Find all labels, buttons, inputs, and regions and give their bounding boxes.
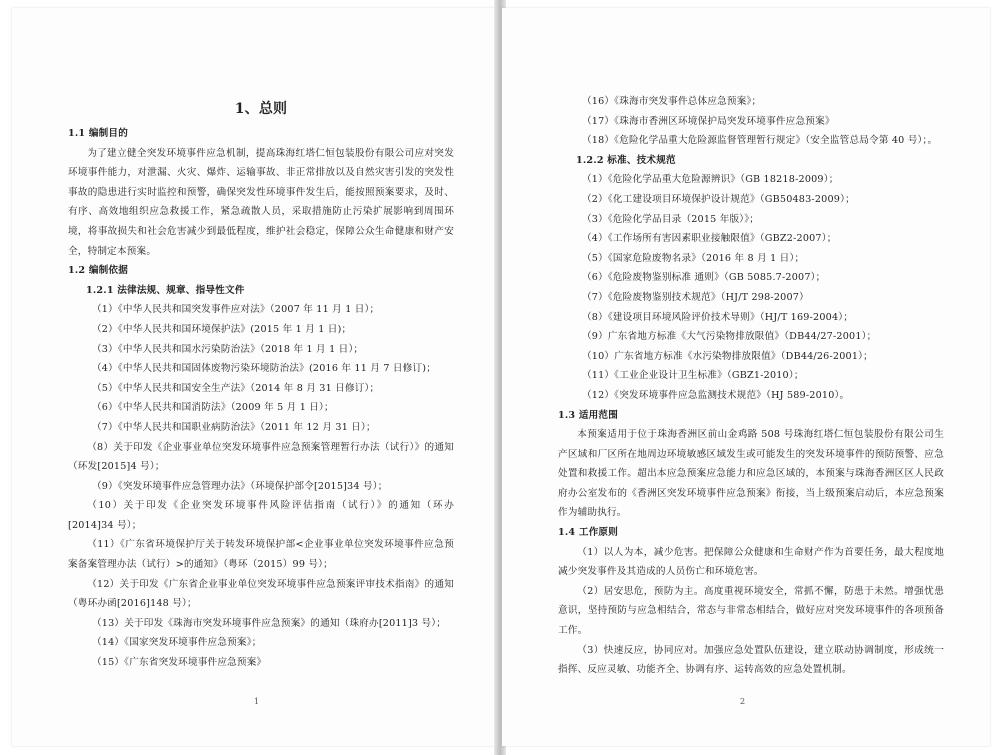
standard-item: （11）《工业企业设计卫生标准》（GBZ1-2010）； (582, 370, 804, 382)
law-item: （6）《中华人民共和国消防法》（2009 年 5 月 1 日）； (92, 402, 334, 414)
page-number: 2 (740, 697, 746, 706)
section-heading-1-4: 1.4 工作原则 (558, 527, 619, 539)
law-item: （18）《危险化学品重大危险源监督管理暂行规定》（安全监管总局令第 40 号）；。 (582, 135, 938, 147)
chapter-title: 1、总则 (234, 101, 288, 117)
law-item: （8）关于印发《企业事业单位突发环境事件应急预案管理暂行办法（试行）》的通知（环发[2015]4 号）； (68, 441, 454, 473)
standard-item: （10）广东省地方标准《水污染物排放限值》（DB44/26-2001）； (582, 350, 873, 362)
law-item: （15）《广东省突发环境事件应急预案》 (92, 657, 267, 669)
law-item: （5）《中华人民共和国安全生产法》（2014 年 8 月 31 日修订）； (92, 382, 380, 394)
section-heading-1-3: 1.3 适用范围 (558, 409, 619, 421)
section-heading-1-1: 1.1 编制目的 (68, 128, 129, 139)
section-heading-1-2: 1.2 编制依据 (68, 265, 129, 277)
standard-item: （7）《危险废物鉴别技术规范》（HJ/T 298-2007） (582, 291, 809, 303)
law-item: （1）《中华人民共和国突发事件应对法》（2007 年 11 月 1 日）； (92, 304, 380, 316)
standard-item: （2）《化工建设项目环境保护设计规范》（GB50483-2009）； (582, 193, 855, 205)
standard-item: （3）《危险化学品目录（2015 年版）》； (582, 213, 760, 225)
principle-paragraph-1: （1）以人为本，减少危害。把保障公众健康和生命财产作为首要任务，最大程度地减少突发事件及其造成的人员伤亡和环境危害。 (558, 546, 944, 578)
law-item: （16）《珠海市突发事件总体应急预案》； (582, 96, 762, 107)
section-1-1-paragraph: 为了建立健全突发环境事件应急机制，提高珠海红塔仁恒包装股份有限公司应对突发环境事件能力，对泄漏、火灾、爆炸、运输事故、非正常排放以及自然灾害引发的突发性事故的隐患进行实时监控和预警，确保突发性环境事件发生后，能按照预案要求，及时、有序、高效地组织应急救援工作，紧急疏散人员，采取措施防止污染扩展影响到周围环境，将事故损失和社会危害减少到最低程度，维护社会稳定，保障公众生命健康和财产安全，特制定本预案。 (68, 147, 454, 257)
standard-item: （4）《工作场所有害因素职业接触限值》（GBZ2-2007）； (582, 233, 837, 245)
left-page (12, 8, 498, 746)
law-item: （9）《突发环境事件应急管理办法》（环境保护部令[2015]34 号）； (92, 480, 388, 492)
page-number: 1 (254, 697, 260, 706)
standard-item: （8）《建设项目环境风险评价技术导则》（HJ/T 169-2004）； (582, 311, 854, 323)
right-page (502, 8, 990, 746)
law-item: （11）《广东省环境保护厅关于转发环境保护部<企业事业单位突发环境事件应急预案备案管理办法（试行）>的通知》（粤环（2015）99 号）； (68, 539, 454, 571)
law-item: （14）《国家突发环境事件应急预案》； (92, 637, 262, 649)
standard-item: （6）《危险废物鉴别标准 通则》（GB 5085.7-2007）； (582, 272, 826, 284)
right-page-content (558, 92, 944, 680)
standard-item: （12）《突发环境事件应急监测技术规范》（HJ 589-2010）。 (582, 389, 850, 401)
left-page-content (68, 96, 454, 673)
law-item: （7）《中华人民共和国职业病防治法》（2011 年 12 月 31 日）； (92, 421, 376, 433)
standard-item: （9）广东省地方标准《大气污染物排放限值》（DB44/27-2001）； (582, 331, 877, 343)
law-item: （12）关于印发《广东省企业事业单位突发环境事件应急预案评审技术指南》的通知（粤环办函[2016]148 号）； (68, 578, 454, 610)
principle-paragraph-3: （3）快速反应，协同应对。加强应急处置队伍建设，建立联动协调制度，形成统一指挥、反应灵敏、功能齐全、协调有序、运转高效的应急处置机制。 (558, 644, 944, 676)
section-heading-1-2-1: 1.2.1 法律法规、规章、指导性文件 (86, 284, 245, 296)
standard-item: （5）《国家危险废物名录》（2016 年 8 月 1 日）； (582, 252, 805, 264)
principle-paragraph-2: （2）居安思危，预防为主。高度重视环境安全，常抓不懈，防患于未然。增强忧患意识，坚持预防与应急相结合，常态与非常态相结合，做好应对突发环境事件的各项预备工作。 (558, 585, 944, 637)
law-item: （10）关于印发《企业突发环境事件风险评估指南（试行）》的通知（环办[2014]34 号）； (68, 500, 454, 531)
law-item: （4）《中华人民共和国固体废物污染环境防治法》(2016 年 11 月 7 日修订)； (92, 363, 436, 375)
law-item: （17）《珠海市香洲区环境保护局突发环境事件应急预案》 (582, 115, 835, 127)
law-item: （2）《中华人民共和国环境保护法》(2015 年 1 月 1 日)； (92, 323, 352, 335)
standard-item: （1）《危险化学品重大危险源辨识》（GB 18218-2009）； (582, 174, 839, 186)
section-heading-1-2-2: 1.2.2 标准、技术规范 (576, 154, 676, 166)
section-1-3-paragraph: 本预案适用于位于珠海香洲区前山金鸡路 508 号珠海红塔仁恒包装股份有限公司生产区域和厂区所在地周边环境敏感区域发生或可能发生的突发环境事件的预防预警、应急处置和救援工作。超出本应急预案应急能力和应急区域的，本预案与珠海香洲区区人民政府办公室发布的《香洲区突发环境事件应急预案》衔接，当上级预案启动后，本应急预案作为辅助执行。 (558, 429, 944, 519)
law-item: （13）关于印发《珠海市突发环境事件应急预案》的通知（珠府办[2011]3 号）； (92, 617, 447, 629)
law-item: （3）《中华人民共和国水污染防治法》（2018 年 1 月 1 日）； (92, 343, 364, 355)
